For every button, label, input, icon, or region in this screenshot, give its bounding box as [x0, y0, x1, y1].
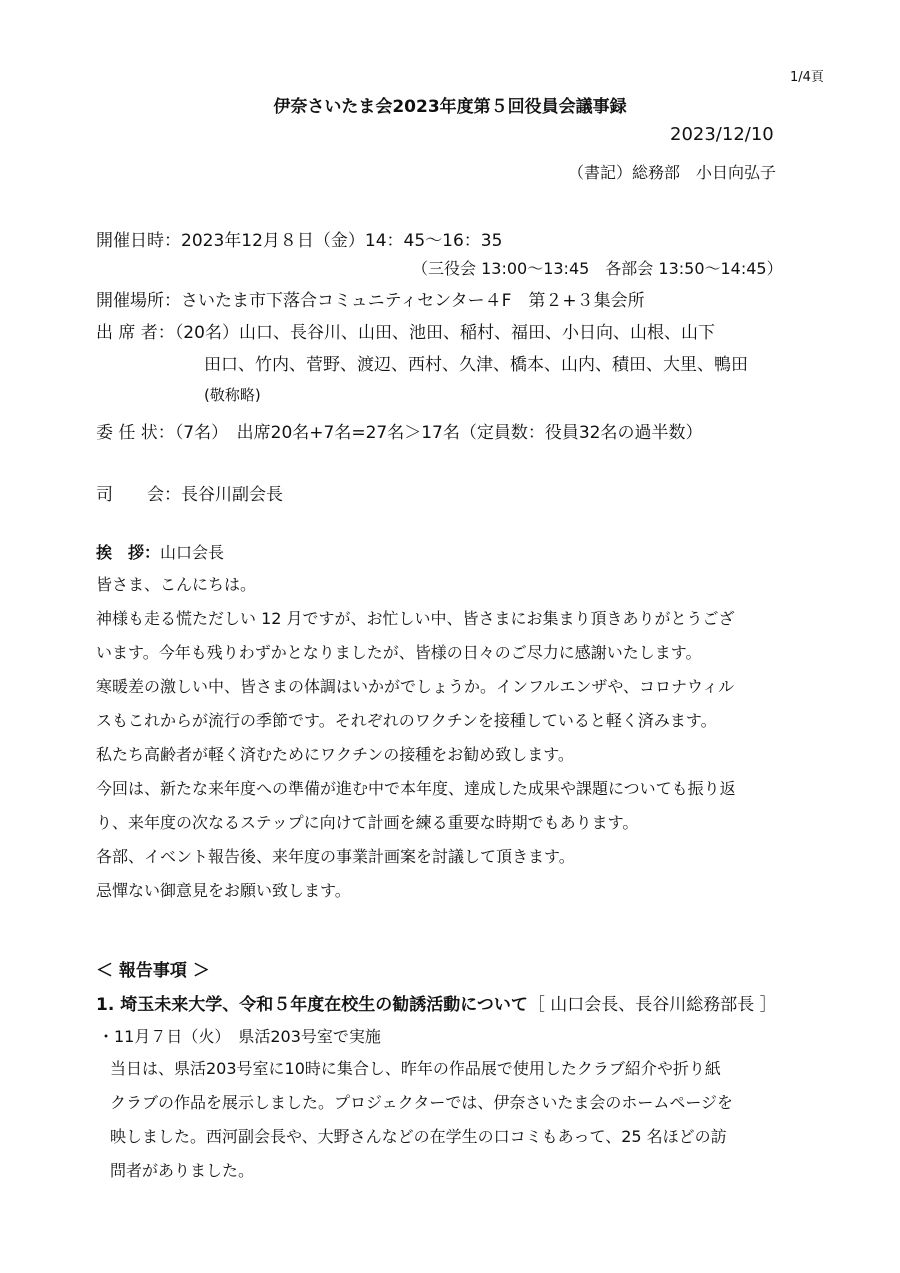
- place-label: 開催場所：: [96, 291, 181, 311]
- attendees-line-1: [96, 318, 715, 343]
- datetime-value: 2023年12月８日（金）14：45～16：35: [181, 231, 503, 251]
- greeting-line: 私たち高齢者が軽く済むためにワクチンの接種をお勧め致します。: [96, 745, 574, 764]
- meeting-place: [96, 286, 645, 311]
- attendees-note: (敬称略): [204, 386, 261, 404]
- chair-line: [96, 480, 283, 505]
- chair-value: 長谷川副会長: [181, 485, 283, 505]
- document-date: 2023/12/10: [670, 124, 774, 145]
- greeting-line: 忌憚ない御意見をお願い致します。: [96, 881, 351, 900]
- greeting-speaker: 山口会長: [160, 543, 225, 562]
- proxy-line: [96, 418, 702, 443]
- meeting-datetime: [96, 226, 502, 251]
- report-heading: ＜ 報告事項 ＞: [96, 961, 210, 981]
- item1-body-line: 問者がありました。: [110, 1161, 255, 1180]
- greeting-line: 各部、イベント報告後、来年度の事業計画案を討議して頂きます。: [96, 847, 575, 866]
- meeting-datetime-sub: （三役会 13:00～13:45 各部会 13:50～14:45）: [412, 259, 783, 278]
- greeting-line: スもこれからが流行の季節です。それぞれのワクチンを接種していると軽く済みます。: [96, 711, 717, 730]
- greeting-line: います。今年も残りわずかとなりましたが、皆様の日々のご尽力に感謝いたします。: [96, 643, 702, 662]
- recorder-line: （書記）総務部 小日向弘子: [568, 163, 777, 182]
- greeting-line: り、来年度の次なるステップに向けて計画を練る重要な時期でもあります。: [96, 813, 639, 832]
- item1-body-line: 映しました。西河副会長や、大野さんなどの在学生の口コミもあって、25 名ほどの訪: [110, 1127, 727, 1146]
- chair-label: 司 会：: [96, 485, 181, 505]
- place-value: さいたま市下落合コミュニティセンター４F 第２+３集会所: [181, 291, 645, 311]
- document-title: 伊奈さいたま会2023年度第５回役員会議事録: [273, 97, 627, 117]
- greeting-line: 皆さま、こんにちは。: [96, 575, 257, 594]
- report-item-1-body: [110, 1052, 840, 1188]
- report-item-1-title: [96, 990, 777, 1015]
- item1-people: ［ 山口会長、長谷川総務部長 ］: [527, 995, 777, 1015]
- item1-body-line: クラブの作品を展示しました。プロジェクターでは、伊奈さいたま会のホームページを: [110, 1093, 734, 1112]
- proxy-label: 委 任 状：: [96, 423, 175, 443]
- item1-body-line: 当日は、県活203号室に10時に集合し、昨年の作品展で使用したクラブ紹介や折り紙: [110, 1059, 721, 1078]
- greeting-line: 寒暖差の激しい中、皆さまの体調はいかがでしょうか。インフルエンザや、コロナウィル: [96, 677, 735, 696]
- greeting-heading: [96, 540, 224, 563]
- greeting-line: 神様も走る慌ただしい 12 月ですが、お忙しい中、皆さまにお集まり頂きありがとうござ: [96, 609, 735, 628]
- greeting-label: 挨 拶：: [96, 543, 161, 562]
- item1-title: 1. 埼玉未来大学、令和５年度在校生の勧誘活動について: [96, 995, 528, 1015]
- proxy-value: （7名） 出席20名+7名=27名＞17名（定員数：役員32名の過半数）: [174, 423, 703, 443]
- datetime-label: 開催日時：: [96, 231, 181, 251]
- greeting-body: [96, 568, 836, 908]
- greeting-line: 今回は、新たな来年度への準備が進む中で本年度、達成した成果や課題についても振り返: [96, 779, 736, 798]
- report-item-1-bullet: ・11月７日（火） 県活203号室で実施: [98, 1027, 381, 1046]
- attendees-line-2: 田口、竹内、菅野、渡辺、西村、久津、橋本、山内、積田、大里、鴨田: [204, 355, 748, 375]
- page-number: 1/4頁: [790, 70, 824, 85]
- attendees-names-1: （20名）山口、長谷川、山田、池田、稲村、福田、小日向、山根、山下: [174, 323, 715, 343]
- attendees-label: 出 席 者：: [96, 323, 175, 343]
